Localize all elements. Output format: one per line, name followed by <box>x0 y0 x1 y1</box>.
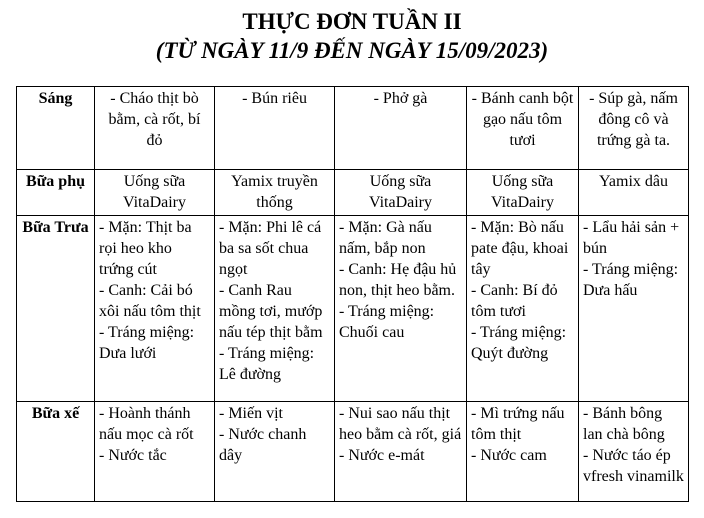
menu-cell <box>579 170 689 216</box>
table-row-breakfast <box>17 87 689 170</box>
menu-line: - Canh: Hẹ đậu hủ non, thịt heo bằm. <box>339 261 457 299</box>
menu-line: - Mặn: Gà nấu nấm, bắp non <box>339 219 432 257</box>
menu-line: - Bánh bông lan chà bông <box>583 405 665 443</box>
row-label-snack: Bữa phụ <box>17 170 95 216</box>
menu-cell <box>579 402 689 502</box>
row-label-breakfast: Sáng <box>17 87 95 170</box>
menu-cell <box>335 216 467 402</box>
menu-cell <box>215 170 335 216</box>
menu-line: - Bún riêu <box>242 90 307 107</box>
menu-line: - Tráng miệng: Dưa lưới <box>99 324 195 362</box>
menu-line: - Hoành thánh nấu mọc cà rốt <box>99 405 194 443</box>
menu-cell <box>467 87 579 170</box>
menu-cell <box>215 402 335 502</box>
menu-line: - Tráng miệng: Lê đường <box>219 345 315 383</box>
menu-line: - Miến vịt <box>219 405 283 422</box>
menu-line: Uống sữa VitaDairy <box>490 173 554 211</box>
menu-line: - Nước tắc <box>99 447 167 464</box>
menu-line: - Tráng miệng: Chuối cau <box>339 303 435 341</box>
menu-cell <box>467 216 579 402</box>
menu-line: - Canh: Cải bó xôi nấu tôm thịt <box>99 282 201 320</box>
menu-line: - Canh: Bí đỏ tôm tươi <box>471 282 558 320</box>
menu-line: - Cháo thịt bò bằm, cà rốt, bí đỏ <box>108 90 201 149</box>
menu-line: - Nước chanh dây <box>219 426 307 464</box>
menu-line: - Mì trứng nấu tôm thịt <box>471 405 565 443</box>
menu-cell <box>467 402 579 502</box>
menu-line: Yamix dâu <box>598 173 669 190</box>
menu-cell <box>95 216 215 402</box>
weekly-menu-table <box>16 86 689 502</box>
table-row-lunch <box>17 216 689 402</box>
menu-line: - Mặn: Phi lê cá ba sa sốt chua ngọt <box>219 219 322 278</box>
menu-cell <box>467 170 579 216</box>
menu-line: - Nui sao nấu thịt heo bằm cà rốt, giá <box>339 405 462 443</box>
table-row-afternoon <box>17 402 689 502</box>
menu-line: - Mặn: Bò nấu pate đậu, khoai tây <box>471 219 569 278</box>
menu-cell <box>95 402 215 502</box>
menu-line: - Nước cam <box>471 447 547 464</box>
menu-cell <box>335 87 467 170</box>
menu-line: - Súp gà, nấm đông cô và trứng gà ta. <box>589 90 678 149</box>
row-label-afternoon: Bữa xế <box>17 402 95 502</box>
menu-date-range: (TỪ NGÀY 11/9 ĐẾN NGÀY 15/09/2023) <box>155 38 549 63</box>
menu-cell <box>95 87 215 170</box>
menu-cell <box>215 87 335 170</box>
menu-cell <box>579 87 689 170</box>
menu-line: - Tráng miệng: Quýt đường <box>471 324 567 362</box>
menu-title: THỰC ĐƠN TUẦN II <box>242 9 462 34</box>
menu-cell <box>335 402 467 502</box>
menu-line: - Phở gà <box>373 90 428 107</box>
menu-line: - Nước táo ép vfresh vinamilk <box>583 447 684 485</box>
menu-cell <box>335 170 467 216</box>
menu-line: Uống sữa VitaDairy <box>368 173 432 211</box>
menu-cell <box>215 216 335 402</box>
row-label-lunch: Bữa Trưa <box>17 216 95 402</box>
menu-line: - Bánh canh bột gạo nấu tôm tươi <box>471 90 574 149</box>
menu-cell <box>95 170 215 216</box>
menu-line: Yamix truyền thống <box>231 173 318 211</box>
table-row-snack <box>17 170 689 216</box>
menu-line: - Canh Rau mồng tơi, mướp nấu tép thịt bằm <box>219 282 323 341</box>
menu-line: - Tráng miệng: Dưa hấu <box>583 261 679 299</box>
menu-cell <box>579 216 689 402</box>
menu-line: Uống sữa VitaDairy <box>122 173 186 211</box>
menu-line: - Lẩu hải sản + bún <box>583 219 680 257</box>
menu-line: - Nước e-mát <box>339 447 425 464</box>
menu-line: - Mặn: Thịt ba rọi heo kho trứng cút <box>99 219 192 278</box>
